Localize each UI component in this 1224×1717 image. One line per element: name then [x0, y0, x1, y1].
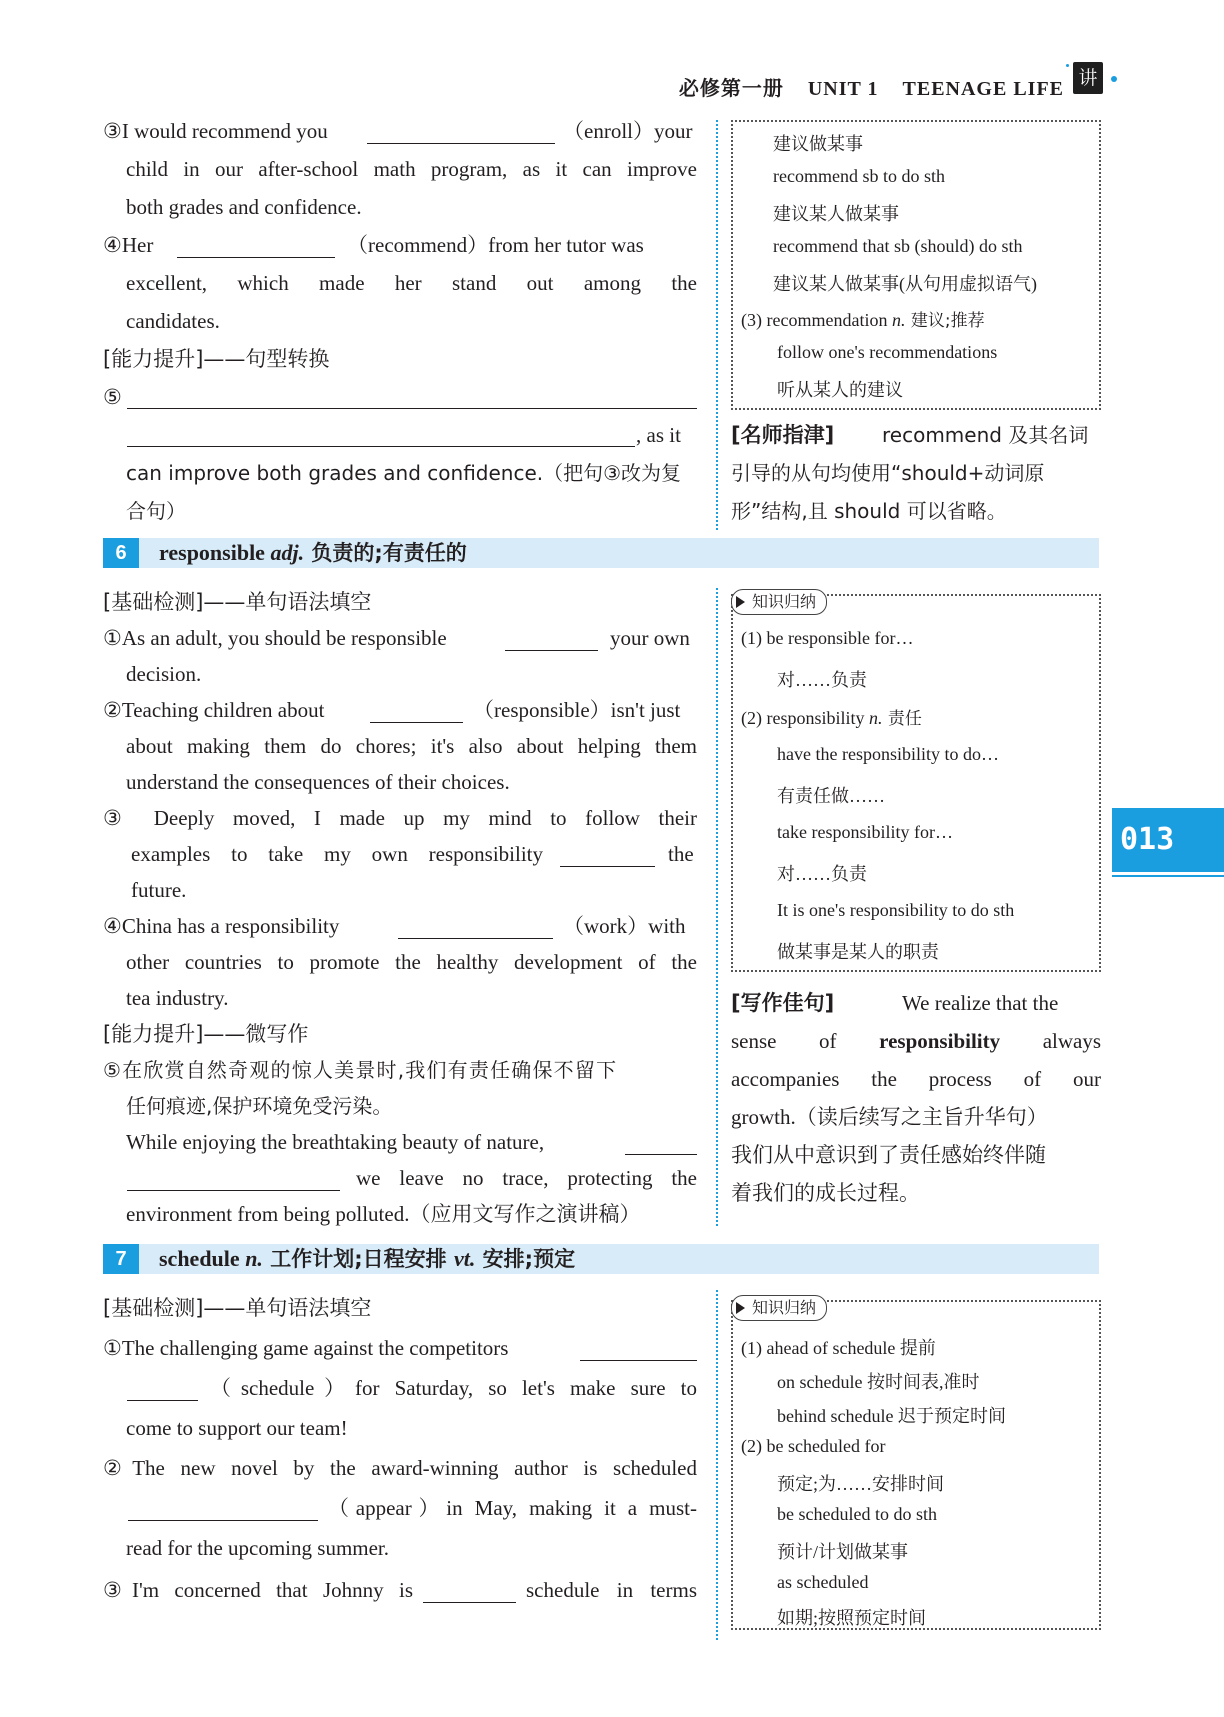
box-line: 做某事是某人的职责: [777, 942, 939, 962]
box-line: on schedule 按时间表,准时: [777, 1372, 980, 1392]
box-line: be scheduled to do sth: [777, 1504, 937, 1524]
question-5-line-3: While enjoying the breathtaking beauty of nature,: [126, 1130, 545, 1154]
question-2-line-2: about making them do chores; it's also about helping them: [126, 734, 697, 758]
question-3-line-2: examples to take my own responsibility: [131, 842, 543, 866]
section-title: schedule n. 工作计划;日程安排 vt. 安排;预定: [159, 1246, 576, 1271]
box-line: It is one's responsibility to do sth: [777, 900, 1015, 920]
box-line: recommend that sb (should) do sth: [773, 236, 1023, 256]
book-name: 必修第一册: [678, 78, 784, 100]
box-line: 预计/计划做某事: [777, 1542, 909, 1562]
answer-blank[interactable]: [505, 650, 598, 651]
question-3-tail: schedule in terms: [526, 1578, 697, 1602]
box-line: 如期;按照预定时间: [777, 1608, 927, 1628]
writing-sentence-line-4: growth.（读后续写之主旨升华句）: [731, 1105, 1048, 1129]
question-2-line-1: ②Teaching children about: [103, 698, 325, 722]
question-5-number: ⑤: [103, 385, 122, 409]
question-3-line-1: ③I would recommend you: [103, 119, 328, 143]
answer-blank[interactable]: [423, 1602, 516, 1603]
question-1-line-1: ①The challenging game against the competitors: [103, 1336, 509, 1360]
box-line: 建议做某事: [773, 134, 863, 154]
box-line: have the responsibility to do…: [777, 744, 999, 764]
section-heading-ability: [能力提升]——句型转换: [103, 347, 330, 371]
box-line: follow one's recommendations: [777, 342, 998, 362]
writing-sentence-line-3: accompanies the process of our: [731, 1067, 1101, 1091]
question-2-line-3: understand the consequences of their choices.: [126, 770, 510, 794]
column-divider: [716, 1290, 718, 1640]
answer-blank[interactable]: [560, 866, 655, 867]
question-4-line-2: other countries to promote the healthy development of the: [126, 950, 697, 974]
teacher-note-line-2: 引导的从句均使用“should+动词原: [731, 461, 1045, 485]
column-divider: [716, 120, 718, 530]
question-5-line-5: environment from being polluted.（应用文写作之演讲稿）: [126, 1202, 641, 1226]
box-line: as scheduled: [777, 1572, 869, 1592]
column-divider: [716, 588, 718, 1226]
answer-blank[interactable]: [127, 1400, 198, 1401]
unit-title: TEENAGE LIFE: [902, 78, 1064, 100]
decor-dot: [1111, 76, 1117, 82]
section-heading-basic: [基础检测]——单句语法填空: [103, 590, 372, 614]
question-2-line-1: ②The new novel by the award-winning author is scheduled: [103, 1456, 697, 1480]
question-1-tail: your own: [610, 626, 690, 650]
writing-sentence-line-2: sense of responsibility always: [731, 1029, 1102, 1053]
question-1-line-2: decision.: [126, 662, 202, 686]
question-4-line-1: ④China has a responsibility: [103, 914, 340, 938]
question-5-line-4: we leave no trace, protecting the: [356, 1166, 697, 1190]
section-heading-basic: [基础检测]——单句语法填空: [103, 1296, 372, 1320]
knowledge-summary-tag: 知识归纳: [731, 589, 827, 615]
writing-translation-line-1: 我们从中意识到了责任感始终伴随: [731, 1143, 1046, 1167]
teacher-note-line-1-text: recommend 及其名词: [882, 423, 1089, 447]
answer-line[interactable]: [127, 408, 697, 409]
answer-blank[interactable]: [177, 257, 335, 258]
box-line: (3) recommendation n. 建议;推荐: [741, 310, 985, 331]
question-3-hint: （enroll）your: [563, 119, 693, 143]
answer-line[interactable]: [127, 446, 635, 447]
box-line: 听从某人的建议: [777, 380, 903, 400]
box-line: take responsibility for…: [777, 822, 953, 842]
question-3-line-1: ③ Deeply moved, I made up my mind to follow their: [103, 806, 697, 830]
section-bar-6: [103, 538, 1099, 568]
question-4-line-3: candidates.: [126, 309, 220, 333]
decor-dot: [1066, 64, 1069, 67]
question-2-hint: （responsible）isn't just: [473, 698, 681, 722]
teacher-note-line-1: [名师指津]: [731, 423, 835, 447]
box-line: (1) ahead of schedule 提前: [741, 1338, 936, 1358]
answer-blank[interactable]: [625, 1154, 697, 1155]
question-4-line-1: ④Her: [103, 233, 154, 257]
writing-translation-line-2: 着我们的成长过程。: [731, 1181, 920, 1205]
box-line: recommend sb to do sth: [773, 166, 945, 186]
box-line: behind schedule 迟于预定时间: [777, 1406, 1006, 1426]
running-header: [661, 72, 1064, 101]
question-4-hint: （work）with: [563, 914, 686, 938]
question-1-line-2: （schedule）for Saturday, so let's make sure to: [210, 1376, 697, 1400]
question-2-hint: （appear）in May, making it a must-: [328, 1496, 697, 1520]
box-line: 对……负责: [777, 864, 867, 884]
page-tab-underline: [1112, 875, 1224, 877]
writing-sentence-line-1: [写作佳句]: [731, 991, 835, 1015]
section-number: 6: [103, 538, 139, 568]
answer-blank[interactable]: [398, 938, 553, 939]
box-line: 预定;为……安排时间: [777, 1474, 945, 1494]
question-3-line-3: both grades and confidence.: [126, 195, 362, 219]
box-line: (2) responsibility n. 责任: [741, 708, 922, 729]
question-2-line-3: read for the upcoming summer.: [126, 1536, 390, 1560]
question-5-line-2: can improve both grades and confidence.（把句③改为复: [126, 461, 682, 485]
question-3-line-1: ③I'm concerned that Johnny is: [103, 1578, 413, 1602]
unit-label: UNIT 1: [807, 78, 879, 100]
section-title: responsible adj. 负责的;有责任的: [159, 540, 467, 565]
lecture-book-icon: 讲: [1073, 62, 1103, 94]
question-5-line-3: 合句）: [126, 499, 186, 523]
question-4-hint: （recommend）from her tutor was: [347, 233, 644, 257]
question-4-line-2: excellent, which made her stand out among the: [126, 271, 697, 295]
knowledge-summary-tag: 知识归纳: [731, 1295, 827, 1321]
box-line: (2) be scheduled for: [741, 1436, 886, 1456]
section-bar-7: [103, 1244, 1099, 1274]
answer-blank[interactable]: [367, 143, 555, 144]
question-4-line-3: tea industry.: [126, 986, 229, 1010]
page-number-tab: 013: [1112, 808, 1224, 872]
box-line: 有责任做……: [777, 786, 885, 806]
question-1-line-3: come to support our team!: [126, 1416, 348, 1440]
box-line: 建议某人做某事(从句用虚拟语气): [773, 274, 1037, 294]
knowledge-box-recommend: [731, 120, 1101, 410]
answer-blank[interactable]: [370, 722, 463, 723]
answer-blank[interactable]: [580, 1360, 697, 1361]
section-number: 7: [103, 1244, 139, 1274]
teacher-note-line-3: 形”结构,且 should 可以省略。: [731, 499, 1007, 523]
section-heading-writing: [能力提升]——微写作: [103, 1022, 309, 1046]
question-1-line-1: ①As an adult, you should be responsible: [103, 626, 447, 650]
answer-blank[interactable]: [127, 1190, 340, 1191]
answer-blank[interactable]: [128, 1520, 318, 1521]
writing-sentence-line-1-text: We realize that the: [902, 991, 1059, 1015]
question-3-line-2: child in our after-school math program, as it can improve: [126, 157, 697, 181]
box-line: 对……负责: [777, 670, 867, 690]
question-5-tail: , as it: [636, 423, 681, 447]
question-3-tail: the: [668, 842, 694, 866]
question-3-line-3: future.: [131, 878, 187, 902]
question-5-line-2: 任何痕迹,保护环境免受污染。: [126, 1094, 393, 1118]
box-line: (1) be responsible for…: [741, 628, 914, 648]
box-line: 建议某人做某事: [773, 204, 899, 224]
question-5-line-1: ⑤在欣赏自然奇观的惊人美景时,我们有责任确保不留下: [103, 1058, 618, 1082]
